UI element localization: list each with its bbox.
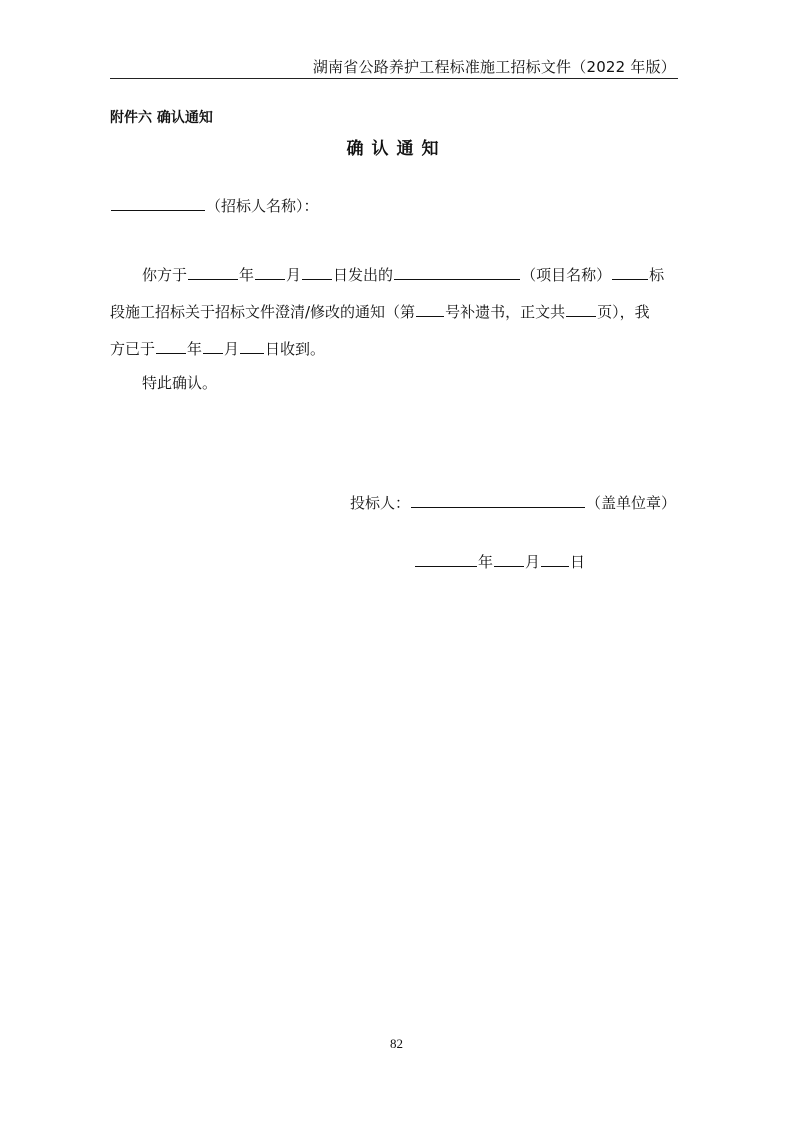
- header-divider: [110, 78, 678, 79]
- body-line-2: [110, 300, 650, 322]
- body-text: （项目名称）: [521, 266, 612, 284]
- addendum-number-blank[interactable]: [416, 300, 444, 317]
- day-label: 日: [570, 553, 586, 571]
- month-label: 月: [525, 553, 541, 571]
- document-title: 确认通知: [346, 139, 447, 159]
- page-count-blank[interactable]: [566, 300, 596, 317]
- tenderer-name-blank[interactable]: [111, 194, 205, 211]
- body-text: 年: [239, 266, 255, 284]
- body-text: 方已于: [110, 340, 156, 358]
- bidder-label: 投标人：: [350, 494, 411, 512]
- sign-day-blank[interactable]: [541, 550, 569, 567]
- issue-month-blank[interactable]: [255, 263, 285, 280]
- body-text: 段施工招标关于招标文件澄清/修改的通知（第: [110, 303, 416, 321]
- running-header-title: 湖南省公路养护工程标准施工招标文件（2022 年版）: [312, 58, 676, 76]
- bidder-name-blank[interactable]: [411, 491, 585, 508]
- body-text: 月: [286, 266, 302, 284]
- signature-date-line: [414, 550, 585, 572]
- body-text: 页），我: [597, 303, 650, 321]
- sign-year-blank[interactable]: [415, 550, 477, 567]
- received-day-blank[interactable]: [240, 337, 264, 354]
- attachment-label: 附件六 确认通知: [110, 110, 213, 126]
- project-name-blank[interactable]: [394, 263, 520, 280]
- addressee-suffix: （招标人名称）：: [206, 197, 319, 215]
- addressee-line: [110, 194, 319, 216]
- body-text: 月: [224, 340, 240, 358]
- body-text: 年: [187, 340, 203, 358]
- body-text: 日收到。: [265, 340, 326, 358]
- body-line-3: [110, 337, 325, 359]
- issue-year-blank[interactable]: [188, 263, 238, 280]
- body-text: 号补遗书，正文共: [445, 303, 566, 321]
- sign-month-blank[interactable]: [494, 550, 524, 567]
- year-label: 年: [478, 553, 494, 571]
- received-year-blank[interactable]: [156, 337, 186, 354]
- bidder-signature-line: [350, 491, 676, 513]
- received-month-blank[interactable]: [203, 337, 223, 354]
- confirmation-line: 特此确认。: [142, 374, 218, 392]
- page-number: 82: [390, 1036, 403, 1051]
- body-text: 标: [649, 266, 665, 284]
- body-text: 日发出的: [333, 266, 394, 284]
- seal-note: （盖单位章）: [586, 494, 677, 512]
- lot-number-blank[interactable]: [612, 263, 648, 280]
- body-line-1: [142, 263, 664, 285]
- body-text: 你方于: [142, 266, 188, 284]
- issue-day-blank[interactable]: [302, 263, 332, 280]
